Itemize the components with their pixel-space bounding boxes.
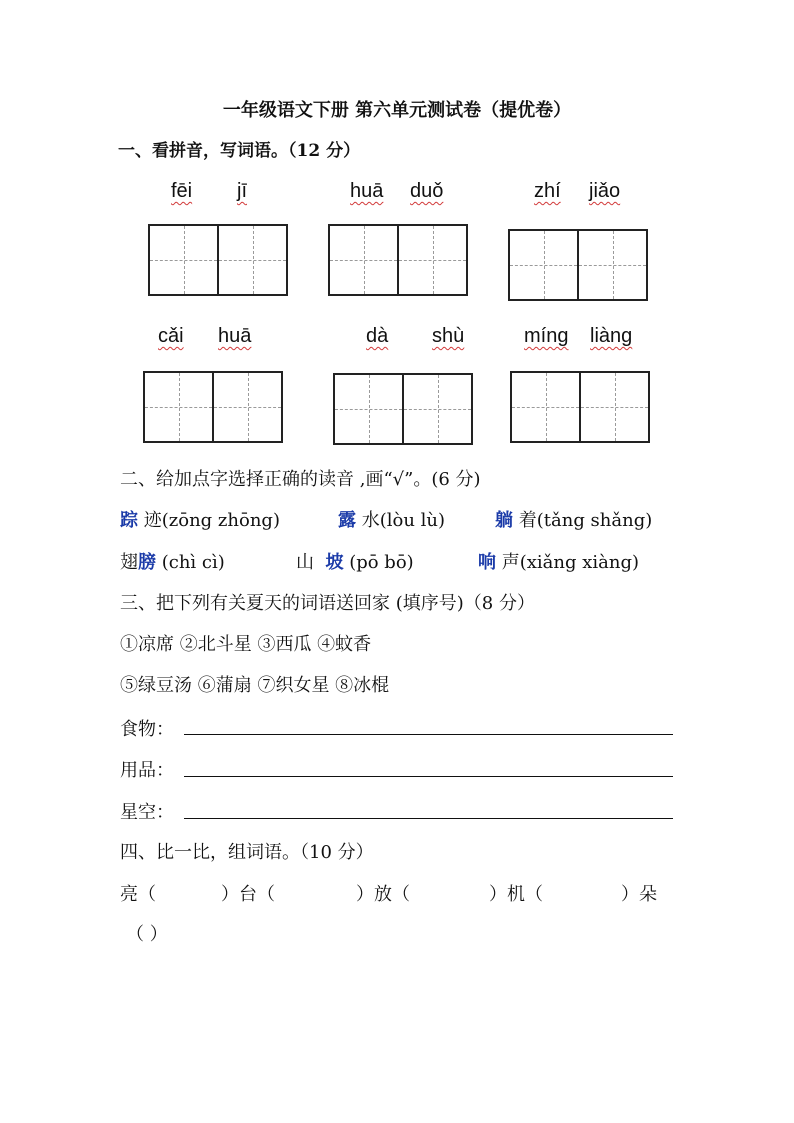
pinyin: fēi <box>171 180 193 202</box>
category-label-food: 食物： <box>120 719 174 740</box>
word-list: ①凉席 ②北斗星 ③西瓜 ④蚊香 <box>120 634 372 655</box>
reading-item <box>120 548 225 574</box>
reading-options[interactable]: 迹(zōng zhōng) <box>143 510 280 531</box>
reading-item <box>478 548 639 574</box>
page-title: 一年级语文下册 第六单元测试卷（提优卷） <box>222 100 572 121</box>
reading-item <box>495 506 652 532</box>
writing-grid[interactable] <box>510 371 650 443</box>
section1-heading: 一、看拼音，写词语。（12 分） <box>118 141 361 161</box>
pinyin: duǒ <box>410 180 444 202</box>
reading-options[interactable]: 着(tǎng shǎng) <box>518 510 653 531</box>
reading-item <box>120 506 280 532</box>
section4-heading: 四、比一比，组词语。（10 分） <box>120 842 374 863</box>
reading-options[interactable]: (pō bō) <box>349 552 414 573</box>
word-list: ⑤绿豆汤 ⑥蒲扇 ⑦织女星 ⑧冰棍 <box>120 675 390 696</box>
reading-options[interactable]: (chì cì) <box>161 552 225 573</box>
writing-grid[interactable] <box>143 371 283 443</box>
reading-item <box>296 548 414 574</box>
answer-line-sky[interactable] <box>184 818 673 819</box>
answer-line-items[interactable] <box>184 776 673 777</box>
dotted-char: 踪 <box>120 510 138 531</box>
writing-grid[interactable] <box>333 373 473 445</box>
reading-options[interactable]: 水(lòu lù) <box>361 510 446 531</box>
writing-grid[interactable] <box>148 224 288 296</box>
writing-grid[interactable] <box>328 224 468 296</box>
pinyin: huā <box>350 180 384 202</box>
compare-item[interactable]: 亮（ <box>120 884 156 905</box>
pinyin: huā <box>218 325 252 347</box>
dotted-char: 响 <box>478 552 496 573</box>
context-char: 翅 <box>120 552 138 573</box>
dotted-char: 露 <box>338 510 356 531</box>
pinyin: cǎi <box>158 325 184 347</box>
writing-grid[interactable] <box>508 229 648 301</box>
dotted-char: 坡 <box>325 552 344 573</box>
pinyin: jiǎo <box>589 180 621 202</box>
pinyin: dà <box>366 325 389 347</box>
compare-item[interactable]: ）朵 <box>621 884 657 905</box>
answer-line-food[interactable] <box>184 734 673 735</box>
pinyin: liàng <box>590 325 633 347</box>
compare-item[interactable]: ）放（ <box>356 884 410 905</box>
dotted-char: 膀 <box>138 552 156 573</box>
compare-item[interactable]: ）机（ <box>489 884 543 905</box>
pinyin: zhí <box>534 180 561 202</box>
pinyin: jī <box>237 180 247 202</box>
pinyin: míng <box>524 325 569 347</box>
pinyin: shù <box>432 325 465 347</box>
dotted-char: 躺 <box>495 510 513 531</box>
context-char: 山 <box>296 552 314 573</box>
section2-heading: 二、给加点字选择正确的读音 ,画“√”。(6 分) <box>120 469 481 490</box>
category-label-sky: 星空： <box>120 802 174 823</box>
compare-item[interactable]: ）台（ <box>221 884 275 905</box>
compare-item[interactable]: （ ） <box>126 924 168 945</box>
reading-options[interactable]: 声(xiǎng xiàng) <box>501 552 640 573</box>
category-label-items: 用品： <box>120 760 174 781</box>
reading-item <box>338 506 445 532</box>
section3-heading: 三、把下列有关夏天的词语送回家 (填序号)（8 分） <box>120 593 535 614</box>
